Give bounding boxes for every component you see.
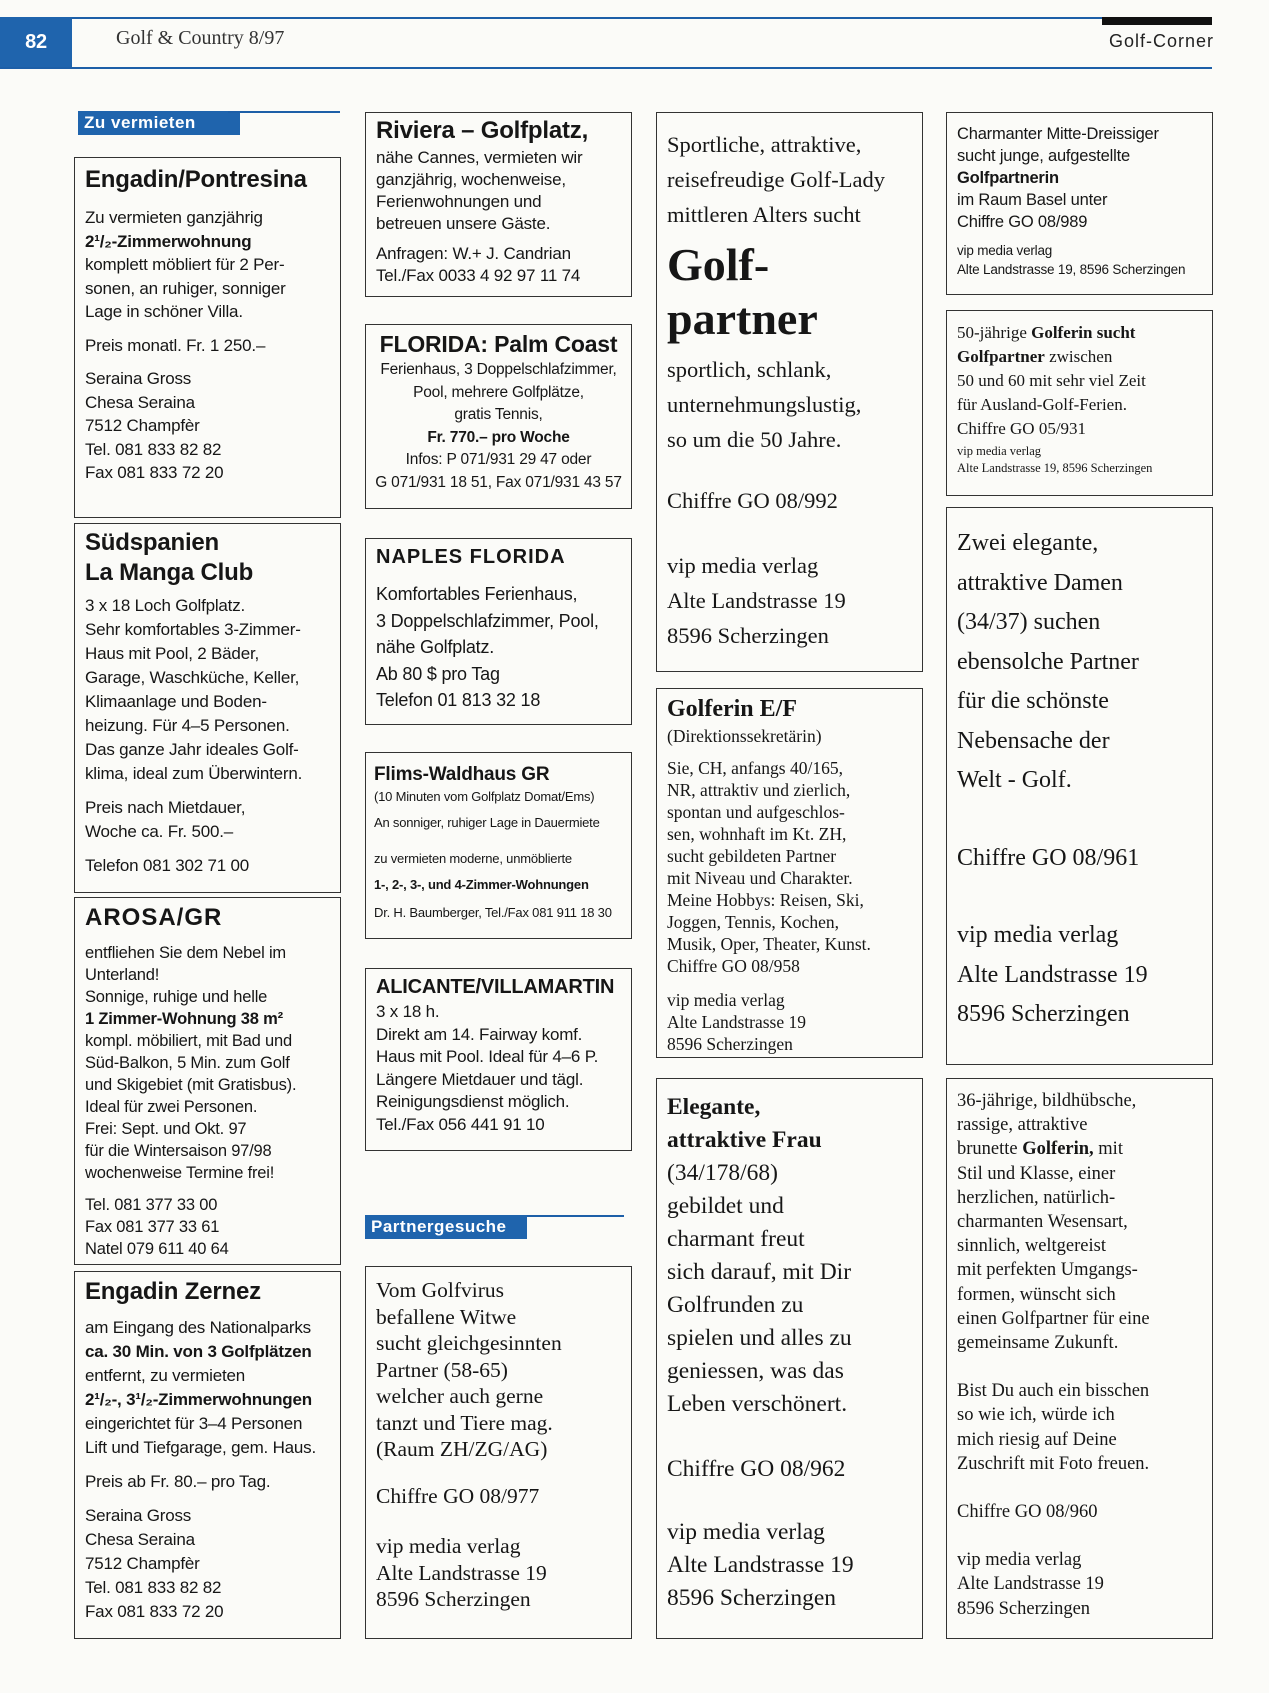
ad-text: mit perfekten Umgangs- bbox=[957, 1260, 1138, 1281]
ad-text: Telefon 01 813 32 18 bbox=[376, 690, 541, 710]
ad-text: Musik, Oper, Theater, Kunst. bbox=[667, 934, 871, 954]
ad-publisher: 8596 Scherzingen bbox=[376, 1587, 531, 1611]
ad-text: gratis Tennis, bbox=[454, 406, 543, 423]
ad-text: Ab 80 $ pro Tag bbox=[376, 663, 500, 684]
ad-contact: Fax 081 833 72 20 bbox=[85, 1602, 224, 1621]
ad-publisher: Alte Landstrasse 19, 8596 Scherzingen bbox=[957, 262, 1186, 277]
ad-text: charmant freut bbox=[667, 1226, 805, 1252]
ad-text: Sportliche, attraktive, bbox=[667, 132, 862, 157]
ad-text: Reinigungsdienst möglich. bbox=[376, 1092, 570, 1111]
ad-text: Zu vermieten ganzjährig bbox=[85, 208, 263, 227]
ad-text: Infos: P 071/931 29 47 oder bbox=[405, 451, 592, 468]
ad-chiffre: Chiffre GO 08/962 bbox=[667, 1456, 846, 1482]
ad-text: so um die 50 Jahre. bbox=[667, 427, 842, 452]
ad-contact: Tel./Fax 0033 4 92 97 11 74 bbox=[376, 266, 581, 285]
ad-title: FLORIDA: Palm Coast bbox=[379, 331, 618, 357]
ad-text: Frei: Sept. und Okt. 97 bbox=[85, 1120, 247, 1138]
ad-zwei-elegante-damen bbox=[946, 507, 1213, 1065]
ad-publisher: 8596 Scherzingen bbox=[667, 1034, 793, 1054]
ad-text: welcher auch gerne bbox=[376, 1384, 544, 1408]
ad-text: sonen, an ruhiger, sonniger bbox=[85, 278, 286, 298]
ad-publisher: vip media verlag bbox=[957, 444, 1041, 458]
ad-chiffre: Chiffre GO 08/961 bbox=[957, 844, 1140, 871]
ad-publisher: Alte Landstrasse 19 bbox=[957, 1574, 1104, 1595]
ad-text: gemeinsame Zukunft. bbox=[957, 1333, 1119, 1354]
ad-engadin-zernez bbox=[74, 1271, 341, 1639]
ad-text: ganzjährig, wochenweise, bbox=[376, 170, 566, 189]
ad-text: 1 Zimmer-Wohnung 38 m² bbox=[85, 1010, 283, 1028]
ad-text: NR, attraktiv und zierlich, bbox=[667, 780, 851, 800]
ad-publisher: 8596 Scherzingen bbox=[667, 1585, 837, 1611]
ad-price: Preis nach Mietdauer, bbox=[85, 798, 246, 817]
ad-text bbox=[957, 345, 1202, 369]
ad-text: nähe Cannes, vermieten wir bbox=[376, 148, 583, 167]
ad-text: eingerichtet für 3–4 Personen bbox=[85, 1414, 303, 1433]
ad-text: 2¹/₂-, 3¹/₂-Zimmerwohnungen bbox=[85, 1390, 312, 1409]
ad-text: sucht junge, aufgestellte bbox=[957, 147, 1130, 165]
ad-text: unternehmungslustig, bbox=[667, 392, 862, 417]
ad-contact: Tel. 081 833 82 82 bbox=[85, 439, 222, 459]
ad-publisher: vip media verlag bbox=[376, 1534, 521, 1558]
ad-text: mich riesig auf Deine bbox=[957, 1429, 1117, 1450]
ad-text: sucht gleichgesinnten bbox=[376, 1331, 562, 1355]
ad-text: 2¹/₂-Zimmerwohnung bbox=[85, 231, 252, 251]
ad-publisher: 8596 Scherzingen bbox=[667, 623, 829, 648]
ad-contact: Tel. 081 833 82 82 bbox=[85, 1578, 222, 1597]
ad-text bbox=[957, 321, 1202, 345]
ad-text: zu vermieten moderne, unmöblierte bbox=[374, 851, 572, 866]
ad-text: sucht gebildeten Partner bbox=[667, 846, 837, 866]
ad-text: Unterland! bbox=[85, 966, 160, 984]
ad-text: 3 x 18 Loch Golfplatz. bbox=[85, 596, 246, 615]
ad-text: Fr. 770.– pro Woche bbox=[427, 428, 570, 446]
ad-text: Ferienhaus, 3 Doppelschlafzimmer, bbox=[380, 361, 617, 378]
ad-text: Lift und Tiefgarage, gem. Haus. bbox=[85, 1438, 316, 1457]
ad-text-part: 50-jährige bbox=[957, 323, 1032, 342]
ad-florida-palm-coast bbox=[365, 324, 632, 509]
ad-charmanter-mitte-dreissiger bbox=[946, 112, 1213, 295]
ad-chiffre: Chiffre GO 08/977 bbox=[376, 1483, 540, 1508]
ad-naples-florida bbox=[365, 538, 632, 725]
ad-title: Elegante, bbox=[667, 1094, 761, 1120]
ad-publisher: Alte Landstrasse 19 bbox=[667, 1552, 854, 1578]
ad-chiffre: Chiffre GO 08/958 bbox=[667, 956, 800, 976]
ad-text: rassige, attraktive bbox=[957, 1115, 1088, 1136]
ad-riviera bbox=[365, 112, 632, 297]
ad-text: Partner (58-65) bbox=[376, 1357, 508, 1382]
ad-text: ca. 30 Min. von 3 Golfplätzen bbox=[85, 1342, 312, 1361]
ad-title: Engadin/Pontresina bbox=[85, 166, 307, 193]
ad-text: nähe Golfplatz. bbox=[376, 637, 495, 657]
ad-text: reisefreudige Golf-Lady bbox=[667, 167, 886, 192]
ad-text: am Eingang des Nationalparks bbox=[85, 1318, 311, 1337]
ad-price: Preis monatl. Fr. 1 250.– bbox=[85, 335, 266, 355]
ad-text: Sehr komfortables 3-Zimmer- bbox=[85, 620, 301, 639]
ad-contact: Seraina Gross bbox=[85, 369, 192, 388]
ad-text: für die schönste bbox=[957, 688, 1109, 714]
ad-text-part: brunette bbox=[957, 1139, 1023, 1160]
ad-publisher: vip media verlag bbox=[957, 1550, 1082, 1571]
ad-text: so wie ich, würde ich bbox=[957, 1405, 1115, 1426]
ad-text: Ideal für zwei Personen. bbox=[85, 1098, 258, 1116]
ad-text: wochenweise Termine frei! bbox=[85, 1164, 275, 1182]
ad-text-part: mit bbox=[1093, 1139, 1123, 1160]
ad-text: Zwei elegante, bbox=[957, 530, 1099, 556]
ad-text: 50 und 60 mit sehr viel Zeit bbox=[957, 371, 1146, 390]
ad-text: mit Niveau und Charakter. bbox=[667, 868, 853, 888]
ad-text: 36-jährige, bildhübsche, bbox=[957, 1091, 1137, 1111]
ad-text: heizung. Für 4–5 Personen. bbox=[85, 716, 290, 735]
ad-contact: Natel 079 611 40 64 bbox=[85, 1240, 229, 1258]
ad-text: Haus mit Pool. Ideal für 4–6 P. bbox=[376, 1047, 599, 1066]
ad-title: Südspanien bbox=[85, 529, 220, 556]
ad-publisher: vip media verlag bbox=[667, 990, 785, 1010]
ad-text: für Ausland-Golf-Ferien. bbox=[957, 395, 1127, 414]
ad-text: und Skigebiet (mit Gratisbus). bbox=[85, 1076, 297, 1094]
ad-text: 3 x 18 h. bbox=[376, 1002, 440, 1021]
ad-text: Pool, mehrere Golfplätze, bbox=[413, 383, 584, 401]
ad-text: Vom Golfvirus bbox=[376, 1278, 505, 1302]
ad-text: Sonnige, ruhige und helle bbox=[85, 988, 268, 1006]
ad-title: ALICANTE/VILLAMARTIN bbox=[376, 976, 615, 998]
ad-text: Haus mit Pool, 2 Bäder, bbox=[85, 644, 259, 663]
ad-text: Komfortables Ferienhaus, bbox=[376, 584, 578, 604]
ad-suedspanien bbox=[74, 523, 341, 893]
ad-text: Golfrunden zu bbox=[667, 1292, 804, 1318]
ad-text bbox=[957, 1137, 1202, 1161]
ad-elegante-frau bbox=[656, 1078, 923, 1639]
page-number: 82 bbox=[25, 31, 47, 53]
header-bottom-rule bbox=[0, 67, 1212, 69]
ad-text: Leben verschönert. bbox=[667, 1391, 848, 1417]
ad-publisher: vip media verlag bbox=[667, 553, 819, 578]
ad-text: Ferienwohnungen und bbox=[376, 192, 542, 211]
ad-text: befallene Witwe bbox=[376, 1304, 517, 1329]
section-tag-rule bbox=[527, 1215, 624, 1217]
ad-title: Golferin E/F bbox=[667, 696, 797, 722]
ad-text: klima, ideal zum Überwintern. bbox=[85, 764, 303, 783]
ad-title: Riviera – Golfplatz, bbox=[376, 117, 589, 144]
ad-text: Süd-Balkon, 5 Min. zum Golf bbox=[85, 1054, 290, 1072]
ad-text: (10 Minuten vom Golfplatz Domat/Ems) bbox=[374, 789, 595, 804]
ad-text: formen, wünscht sich bbox=[957, 1284, 1116, 1305]
ad-text: Garage, Waschküche, Keller, bbox=[85, 668, 300, 687]
ad-contact: 7512 Champfèr bbox=[85, 1554, 200, 1573]
ad-text: Stil und Klasse, einer bbox=[957, 1163, 1116, 1184]
ad-title: attraktive Frau bbox=[667, 1127, 822, 1153]
ad-price: Woche ca. Fr. 500.– bbox=[85, 822, 234, 841]
ad-title: La Manga Club bbox=[85, 559, 254, 586]
ad-text: herzlichen, natürlich- bbox=[957, 1187, 1116, 1208]
ad-contact: Dr. H. Baumberger, Tel./Fax 081 911 18 30 bbox=[374, 905, 612, 920]
section-tag-rule bbox=[228, 111, 340, 113]
ad-text: Charmanter Mitte-Dreissiger bbox=[957, 125, 1159, 143]
ad-golf-lady bbox=[656, 112, 923, 672]
ad-text: Meine Hobbys: Reisen, Ski, bbox=[667, 890, 864, 910]
ad-contact: Anfragen: W.+ J. Candrian bbox=[376, 244, 571, 263]
ad-text: geniessen, was das bbox=[667, 1358, 844, 1384]
ad-text: Längere Mietdauer und tägl. bbox=[376, 1069, 584, 1089]
ad-contact: Chesa Seraina bbox=[85, 392, 195, 412]
ad-text-part: Golferin, bbox=[1022, 1139, 1094, 1160]
ad-text: Bist Du auch ein bisschen bbox=[957, 1381, 1150, 1402]
ad-text: spontan und aufgeschlos- bbox=[667, 802, 845, 822]
ad-publisher: Alte Landstrasse 19 bbox=[376, 1560, 547, 1585]
ad-text-part: Golfpartner bbox=[957, 347, 1045, 366]
ad-publisher: vip media verlag bbox=[957, 243, 1053, 258]
ad-title: NAPLES FLORIDA bbox=[376, 546, 566, 568]
ad-price: Preis ab Fr. 80.– pro Tag. bbox=[85, 1472, 271, 1491]
ad-golferin-ef bbox=[656, 688, 923, 1058]
ad-text: sportlich, schlank, bbox=[667, 357, 832, 382]
ad-text: sich darauf, mit Dir bbox=[667, 1259, 852, 1285]
ad-text: G 071/931 18 51, Fax 071/931 43 57 bbox=[375, 473, 622, 491]
ad-text: entfliehen Sie dem Nebel im bbox=[85, 944, 286, 962]
ad-headline: partner bbox=[667, 293, 818, 344]
ad-publisher: Alte Landstrasse 19 bbox=[667, 1012, 806, 1032]
ad-text: 3 Doppelschlafzimmer, Pool, bbox=[376, 610, 599, 631]
section-tag-zu-vermieten: Zu vermieten bbox=[78, 111, 240, 135]
ad-contact: 7512 Champfèr bbox=[85, 416, 200, 435]
ad-contact: Fax 081 833 72 20 bbox=[85, 463, 224, 482]
ad-engadin-pontresina bbox=[74, 157, 341, 518]
ad-golfvirus-witwe bbox=[365, 1266, 632, 1639]
section-name: Golf-Corner bbox=[1108, 31, 1214, 51]
ad-text: mittleren Alters sucht bbox=[667, 202, 861, 227]
ad-publisher: 8596 Scherzingen bbox=[957, 1598, 1091, 1619]
ad-title: Flims-Waldhaus GR bbox=[374, 764, 550, 785]
ad-text: (34/178/68) bbox=[667, 1160, 778, 1186]
ad-contact: Tel./Fax 056 441 91 10 bbox=[376, 1114, 545, 1134]
ad-text: spielen und alles zu bbox=[667, 1325, 852, 1351]
ad-title: Engadin Zernez bbox=[85, 1278, 261, 1305]
section-tag-partnergesuche: Partnergesuche bbox=[365, 1215, 527, 1239]
ad-text: kompl. möbiliert, mit Bad und bbox=[85, 1032, 292, 1050]
ad-text: Zuschrift mit Foto freuen. bbox=[957, 1453, 1150, 1474]
ad-publisher: vip media verlag bbox=[667, 1519, 825, 1545]
ad-text: Das ganze Jahr ideales Golf- bbox=[85, 740, 299, 759]
ad-headline: Golf- bbox=[667, 239, 770, 290]
ad-publisher: Alte Landstrasse 19 bbox=[957, 961, 1148, 988]
ad-title: AROSA/GR bbox=[85, 904, 223, 931]
ad-publisher: Alte Landstrasse 19, 8596 Scherzingen bbox=[957, 461, 1153, 475]
ad-subtitle: (Direktionssekretärin) bbox=[667, 726, 822, 746]
ad-text: im Raum Basel unter bbox=[957, 191, 1108, 209]
ad-text: sen, wohnhaft im Kt. ZH, bbox=[667, 824, 847, 844]
ad-publisher: 8596 Scherzingen bbox=[957, 1001, 1130, 1027]
ad-alicante bbox=[365, 968, 632, 1151]
ad-contact: Tel. 081 377 33 00 bbox=[85, 1196, 218, 1214]
ad-text: einen Golfpartner für eine bbox=[957, 1308, 1150, 1329]
header-black-bar bbox=[1102, 17, 1212, 25]
ad-flims-waldhaus bbox=[365, 752, 632, 939]
ad-text: gebildet und bbox=[667, 1193, 784, 1219]
ad-chiffre: Chiffre GO 08/992 bbox=[667, 488, 838, 513]
ad-text: (34/37) suchen bbox=[957, 609, 1101, 635]
ad-text: Nebensache der bbox=[957, 727, 1110, 754]
ad-text: komplett möbliert für 2 Per- bbox=[85, 255, 285, 274]
ad-chiffre: Chiffre GO 08/989 bbox=[957, 213, 1088, 231]
ad-phone: Telefon 081 302 71 00 bbox=[85, 856, 250, 875]
ad-36-jaehrige-golferin bbox=[946, 1078, 1213, 1639]
ad-text: betreuen unsere Gäste. bbox=[376, 214, 551, 233]
ad-text: entfernt, zu vermieten bbox=[85, 1366, 246, 1385]
ad-text: attraktive Damen bbox=[957, 569, 1123, 596]
ad-arosa bbox=[74, 897, 341, 1265]
ad-chiffre: Chiffre GO 08/960 bbox=[957, 1502, 1098, 1523]
ad-text-part: Golferin sucht bbox=[1031, 323, 1136, 342]
ad-text: An sonniger, ruhiger Lage in Dauermiete bbox=[374, 815, 600, 830]
ad-text: Sie, CH, anfangs 40/165, bbox=[667, 758, 843, 778]
ad-text: (Raum ZH/ZG/AG) bbox=[376, 1437, 548, 1461]
magazine-issue: Golf & Country 8/97 bbox=[116, 27, 285, 49]
ad-text: tanzt und Tiere mag. bbox=[376, 1410, 553, 1435]
ad-text: charmanten Wesensart, bbox=[957, 1212, 1128, 1233]
ad-text: Lage in schöner Villa. bbox=[85, 302, 243, 321]
ad-text: Welt - Golf. bbox=[957, 767, 1072, 793]
header-top-rule bbox=[72, 17, 1102, 19]
ad-text: ebensolche Partner bbox=[957, 648, 1139, 675]
ad-contact: Fax 081 377 33 61 bbox=[85, 1218, 220, 1236]
ad-text: für die Wintersaison 97/98 bbox=[85, 1142, 272, 1160]
ad-text: Direkt am 14. Fairway komf. bbox=[376, 1024, 583, 1044]
ad-50-jaehrige-golferin bbox=[946, 310, 1213, 496]
ad-text: sinnlich, weltgereist bbox=[957, 1236, 1106, 1257]
ad-publisher: Alte Landstrasse 19 bbox=[667, 588, 846, 613]
ad-chiffre: Chiffre GO 05/931 bbox=[957, 419, 1087, 438]
ad-text-part: zwischen bbox=[1044, 347, 1113, 366]
ad-text: Golfpartnerin bbox=[957, 169, 1059, 187]
ad-text: Joggen, Tennis, Kochen, bbox=[667, 912, 839, 932]
ad-text: Klimaanlage und Boden- bbox=[85, 692, 267, 711]
ad-publisher: vip media verlag bbox=[957, 922, 1119, 948]
ad-contact: Seraina Gross bbox=[85, 1506, 192, 1525]
ad-contact: Chesa Seraina bbox=[85, 1530, 195, 1549]
ad-text: 1-, 2-, 3-, und 4-Zimmer-Wohnungen bbox=[374, 877, 589, 892]
